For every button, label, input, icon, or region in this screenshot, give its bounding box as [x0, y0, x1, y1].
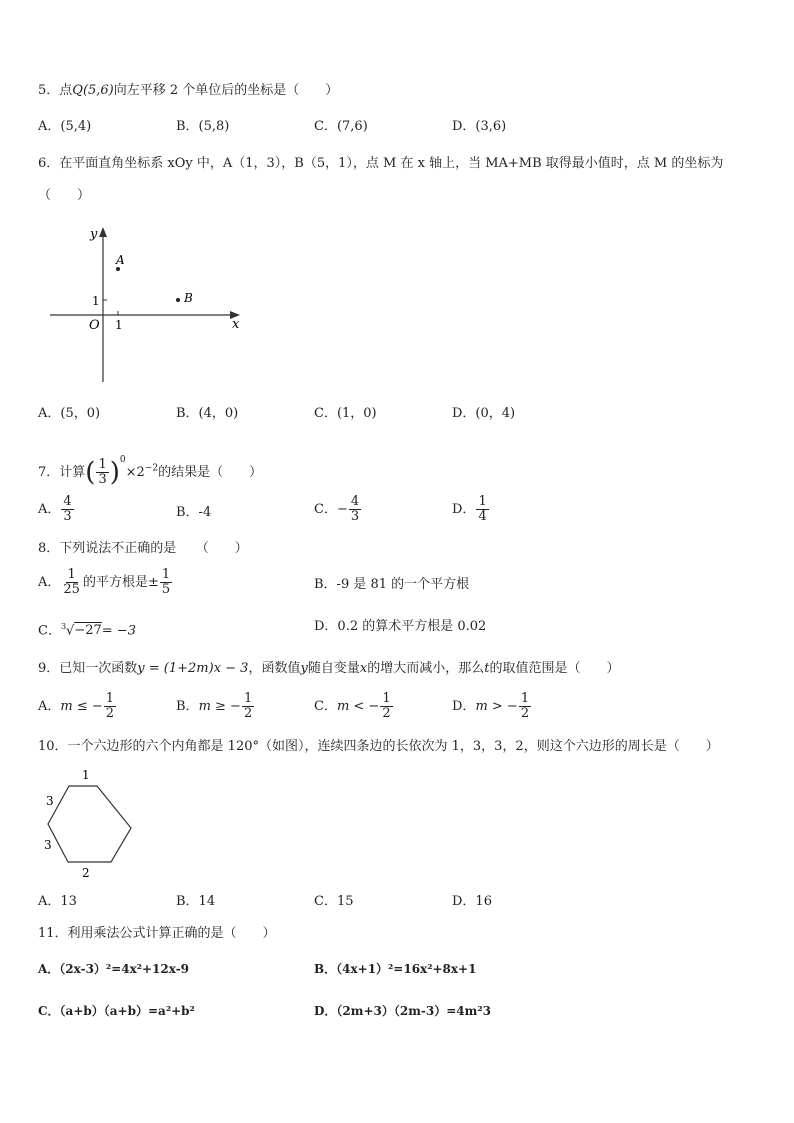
q6-option-c[interactable]: C．(1，0): [314, 406, 377, 421]
q9-option-c[interactable]: C．m < − $\frac{1}{2}$: [314, 691, 391, 721]
q10-option-d[interactable]: D．16: [452, 894, 492, 909]
q11-option-b[interactable]: B．（4x+1）²=16x²+8x+1: [314, 962, 477, 976]
q10-option-b[interactable]: B．14: [176, 894, 216, 909]
hexagon-side-upper-left-label: 3: [46, 794, 54, 808]
q5-option-c[interactable]: C．(7,6): [314, 119, 368, 134]
question-6-stem: 6．在平面直角坐标系 xOy 中，A（1，3），B（5，1），点 M 在 x 轴上，当 MA+MB 取得最小值时，点 M 的坐标为: [38, 156, 724, 171]
q9-option-d[interactable]: D．m > − $\frac{1}{2}$: [452, 691, 530, 721]
q6-option-d[interactable]: D．(0，4): [452, 406, 516, 421]
question-10-stem: 10．一个六边形的六个内角都是 120°（如图），连续四条边的长依次为 1，3，3，2，则这个六边形的周长是（ ）: [38, 739, 719, 754]
q8-option-b[interactable]: B．-9 是 81 的一个平方根: [314, 577, 470, 592]
y-axis-arrow-icon: [99, 227, 107, 237]
hexagon-side-top-label: 1: [82, 768, 90, 782]
q11-option-c[interactable]: C．（a+b）（a+b）=a²+b²: [38, 1004, 195, 1018]
q5-option-d[interactable]: D．(3,6): [452, 119, 507, 134]
question-8-stem: 8．下列说法不正确的是 （ ）: [38, 541, 248, 556]
q10-option-a[interactable]: A．13: [38, 894, 77, 909]
point-b: [176, 298, 180, 302]
hexagon-shape: [48, 786, 131, 862]
question-7-stem: 7．计算( $\frac{1}{3}$ )$^0\times 2^{-2}$的结果是（ ）: [38, 455, 263, 488]
point-a: [116, 267, 120, 271]
x-tick-label: 1: [115, 318, 123, 332]
q6-option-a[interactable]: A．(5，0): [38, 406, 101, 421]
x-axis-label: x: [232, 317, 240, 332]
q7-option-b[interactable]: B．-4: [176, 505, 212, 520]
point-q: Q(5,6): [72, 83, 114, 98]
hexagon-figure: [38, 766, 138, 881]
question-9-stem: 9．已知一次函数y = (1+2m)x − 3，函数值y随自变量x的增大而减小，那么t的取值范围是（ ）: [38, 661, 620, 676]
point-a-label: A: [116, 253, 125, 267]
q7-option-d[interactable]: D． $\frac{1}{4}$: [452, 494, 487, 524]
coordinate-figure: [44, 222, 254, 387]
q6-option-b[interactable]: B．(4，0): [176, 406, 239, 421]
q9-option-b[interactable]: B．m ≥ − $\frac{1}{2}$: [176, 691, 253, 721]
y-axis-label: y: [90, 227, 98, 242]
q8-option-c[interactable]: C．$^3$√−27= −3: [38, 622, 136, 639]
hexagon-side-lower-left-label: 3: [44, 838, 52, 852]
question-6-stem-cont: （ ）: [38, 188, 91, 203]
q10-option-c[interactable]: C．15: [314, 894, 354, 909]
q5-option-b[interactable]: B．(5,8): [176, 119, 230, 134]
point-b-label: B: [184, 291, 193, 305]
q5-option-a[interactable]: A．(5,4): [38, 119, 92, 134]
function-formula: y = (1+2m)x − 3: [137, 661, 249, 676]
q7-option-c[interactable]: C．− $\frac{4}{3}$: [314, 494, 360, 524]
q11-option-d[interactable]: D．（2m+3）（2m-3）=4m²3: [314, 1004, 491, 1018]
q8-option-a[interactable]: A． $\frac{1}{25}$ 的平方根是± $\frac{1}{5}$: [38, 567, 171, 597]
q8-option-d[interactable]: D．0.2 的算术平方根是 0.02: [314, 619, 487, 634]
q7-fraction: $\frac{1}{3}$: [98, 457, 107, 487]
y-tick-label: 1: [92, 294, 100, 308]
question-11-stem: 11．利用乘法公式计算正确的是（ ）: [38, 926, 276, 941]
origin-label: O: [89, 318, 100, 333]
q11-option-a[interactable]: A．（2x-3）²=4x²+12x-9: [38, 962, 190, 976]
hexagon-side-bottom-label: 2: [82, 866, 90, 880]
question-5-stem: 5．点Q(5,6)向左平移 2 个单位后的坐标是（ ）: [38, 83, 339, 98]
q9-option-a[interactable]: A．m ≤ − $\frac{1}{2}$: [38, 691, 115, 721]
q7-option-a[interactable]: A． $\frac{4}{3}$: [38, 494, 72, 524]
